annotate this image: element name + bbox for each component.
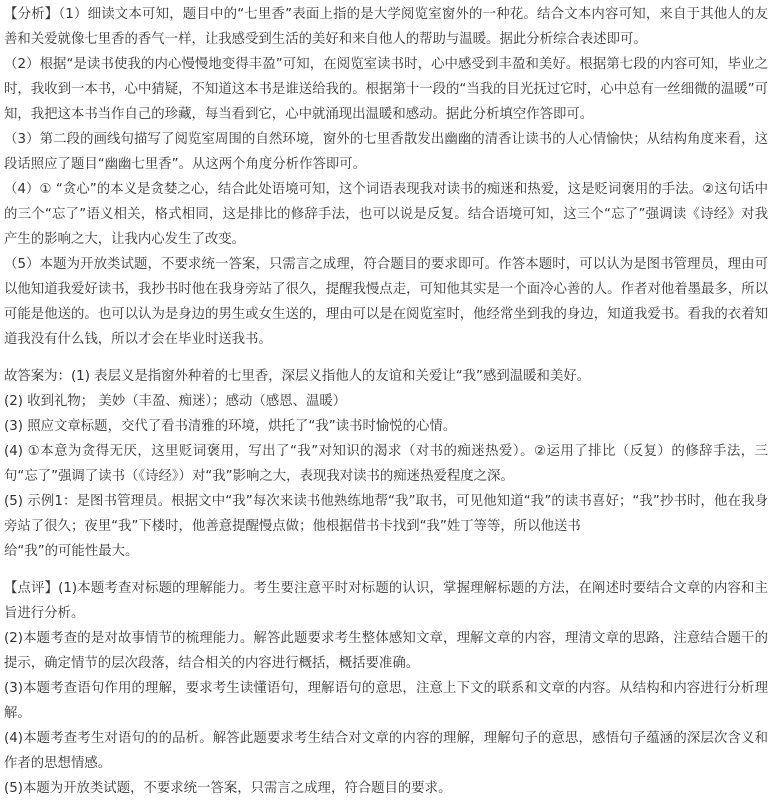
section-gap xyxy=(4,352,768,364)
comment-paragraph-5: (5)本题为开放类试题，不要求统一答案，只需言之成理，符合题目的要求。 xyxy=(4,781,452,796)
analysis-paragraph-1: 【分析】（1）细读文本可知，题目中的“七里香”表面上指的是大学阅览室窗外的一种花。结合文本内容可知，来自于其他人的友善和关爱就像七里香的香气一样，让我感受到生活的美好和来自他人的帮助与温暖。据此分析综合表述即可。 xyxy=(4,7,768,47)
analysis-paragraph-3: （3）第二段的画线句描写了阅览室周围的自然环境，窗外的七里香散发出幽幽的清香让读书的人心情愉快；从结构角度来看，这段话照应了题目“幽幽七里香”。从这两个角度分析作答即可。 xyxy=(4,132,768,172)
analysis-paragraph-4: （4）① “贪心”的本义是贪婪之心，结合此处语境可知，这个词语表现我对读书的痴迷和热爱，这是贬词褒用的手法。②这句话中的三个“忘了”语义相关，格式相同，这是排比的修辞手法，也可以说是反复。结合语境可知，这三个“忘了”强调读《诗经》对我产生的影响之大，让我内心发生了改变。 xyxy=(4,182,768,247)
answer-paragraph-4: (4) ①本意为贪得无厌，这里贬词褒用，写出了“我”对知识的渴求（对书的痴迷热爱）。②运用了排比（反复）的修辞手法，三句“忘了”强调了读书（《诗经》）对“我”影响之大，表现我对读书的痴迷热爱程度之深。 xyxy=(4,444,768,484)
analysis-paragraph-5: （5）本题为开放类试题，不要求统一答案，只需言之成理，符合题目的要求即可。作答本题时，可以认为是图书管理员，理由可以他知道我爱好读书，我抄书时他在我身旁站了很久，提醒我慢点走，可知他其实是一个面冷心善的人。作者对他着墨最多，所以可能是他送的。也可以认为是身边的男生或女生送的，理由可以是在阅览室时，他经常坐到我的身边，知道我爱书。看我的衣着知道我没有什么钱，所以才会在毕业时送我书。 xyxy=(4,257,768,347)
answer-section xyxy=(4,364,768,564)
comment-paragraph-4: (4)本题考查考生对语句的的品析。解答此题要求考生结合对文章的内容的理解，理解句子的意思，感悟句子蕴涵的深层次含义和作者的思想情感。 xyxy=(4,731,768,771)
analysis-section xyxy=(4,2,768,352)
section-gap xyxy=(4,564,768,576)
analysis-paragraph-2: （2）根据“是读书使我的内心慢慢地变得丰盈”可知，在阅览室读书时，心中感受到丰盈和美好。根据第七段的内容可知，毕业之时，我收到一本书，心中猜疑，不知道这本书是谁送给我的。根据第十一段的“当我的目光抚过它时，心中总有一丝细微的温暖”可知，我把这本书当作自己的珍藏，每当看到它，心中就涌现出温暖和感动。据此分析填空作答即可。 xyxy=(4,57,768,122)
answer-paragraph-2: (2) 收到礼物； 美妙（丰盈、痴迷）；感动（感恩、温暖） xyxy=(4,394,347,409)
answer-paragraph-5: (5) 示例1：是图书管理员。根据文中“我”每次来读书他熟练地帮“我”取书，可见他知道“我”的读书喜好；“我”抄书时，他在我身旁站了很久；夜里“我”下楼时，他善意提醒慢点做；他根据借书卡找到“我”姓丁等等，所以他送书 xyxy=(4,494,768,534)
comment-paragraph-2: (2)本题考查的是对故事情节的梳理能力。解答此题要求考生整体感知文章，理解文章的内容，理清文章的思路，注意结合题干的提示，确定情节的层次段落，结合相关的内容进行概括，概括要准确。 xyxy=(4,631,768,671)
comment-paragraph-3: (3)本题考查语句作用的理解，要求考生读懂语句，理解语句的意思，注意上下文的联系和文章的内容。从结构和内容进行分析理解。 xyxy=(4,681,768,721)
comment-section xyxy=(4,576,768,801)
answer-paragraph-3: (3) 照应文章标题，交代了看书清雅的环境，烘托了“我”读书时愉悦的心情。 xyxy=(4,419,457,434)
answer-paragraph-5-continued: 给“我”的可能性最大。 xyxy=(4,544,139,559)
comment-paragraph-1: 【点评】(1)本题考查对标题的理解能力。考生要注意平时对标题的认识，掌握理解标题的方法，在阐述时要结合文章的内容和主旨进行分析。 xyxy=(4,581,768,621)
answer-paragraph-1: 故答案为：(1) 表层义是指窗外种着的七里香，深层义指他人的友谊和关爱让“我”感到温暖和美好。 xyxy=(4,369,591,384)
